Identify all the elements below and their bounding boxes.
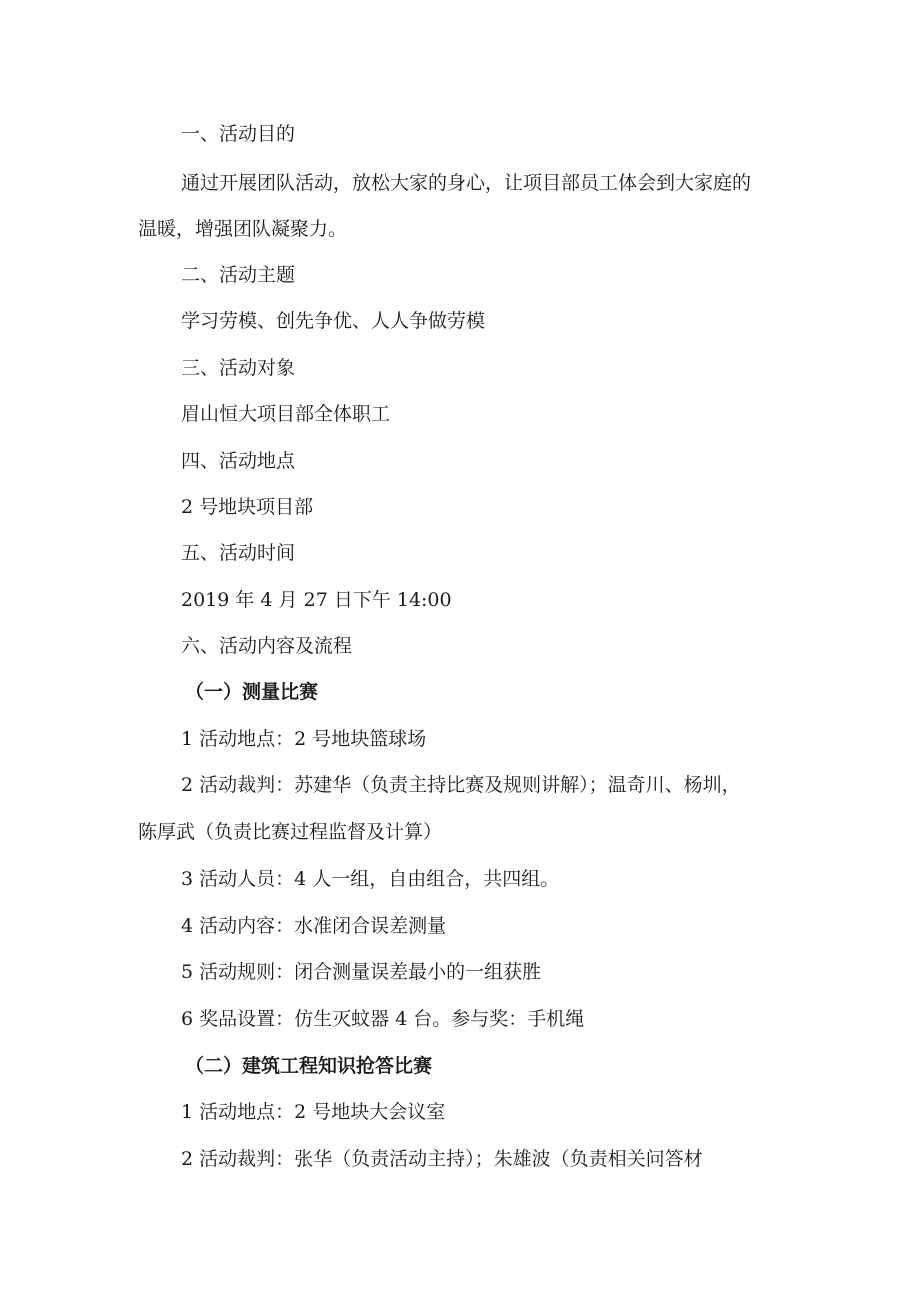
location-text: 2 号地块项目部 xyxy=(181,496,314,518)
section-heading-purpose: 一、活动目的 xyxy=(181,123,296,145)
theme-text: 学习劳模、创先争优、人人争做劳模 xyxy=(181,310,486,332)
section-heading-theme: 二、活动主题 xyxy=(181,264,296,286)
purpose-text-line1: 通过开展团队活动，放松大家的身心，让项目部员工体会到大家庭的 xyxy=(181,172,752,194)
part1-item: 5 活动规则：闭合测量误差最小的一组获胜 xyxy=(181,961,542,983)
time-text: 2019 年 4 月 27 日下午 14:00 xyxy=(181,589,452,611)
section-heading-location: 四、活动地点 xyxy=(181,450,296,472)
part1-item: 陈厚武（负责比赛过程监督及计算） xyxy=(138,821,443,843)
section-heading-time: 五、活动时间 xyxy=(181,542,296,564)
purpose-text-line2: 温暖，增强团队凝聚力。 xyxy=(138,218,348,240)
section-heading-audience: 三、活动对象 xyxy=(181,357,296,379)
audience-text: 眉山恒大项目部全体职工 xyxy=(181,403,391,425)
part2-title: （二）建筑工程知识抢答比赛 xyxy=(185,1055,433,1077)
part1-title: （一）测量比赛 xyxy=(185,681,319,703)
section-heading-content: 六、活动内容及流程 xyxy=(181,635,353,657)
part1-item: 1 活动地点：2 号地块篮球场 xyxy=(181,728,427,750)
part1-item: 4 活动内容：水准闭合误差测量 xyxy=(181,915,447,937)
part2-item: 1 活动地点：2 号地块大会议室 xyxy=(181,1101,446,1123)
part1-item: 2 活动裁判：苏建华（负责主持比赛及规则讲解）；温奇川、杨圳， xyxy=(181,774,741,796)
part1-item: 6 奖品设置：仿生灭蚊器 4 台。参与奖：手机绳 xyxy=(181,1008,585,1030)
part2-item: 2 活动裁判：张华（负责活动主持）；朱雄波（负责相关问答材 xyxy=(181,1148,703,1170)
part1-item: 3 活动人员：4 人一组，自由组合，共四组。 xyxy=(181,868,560,890)
